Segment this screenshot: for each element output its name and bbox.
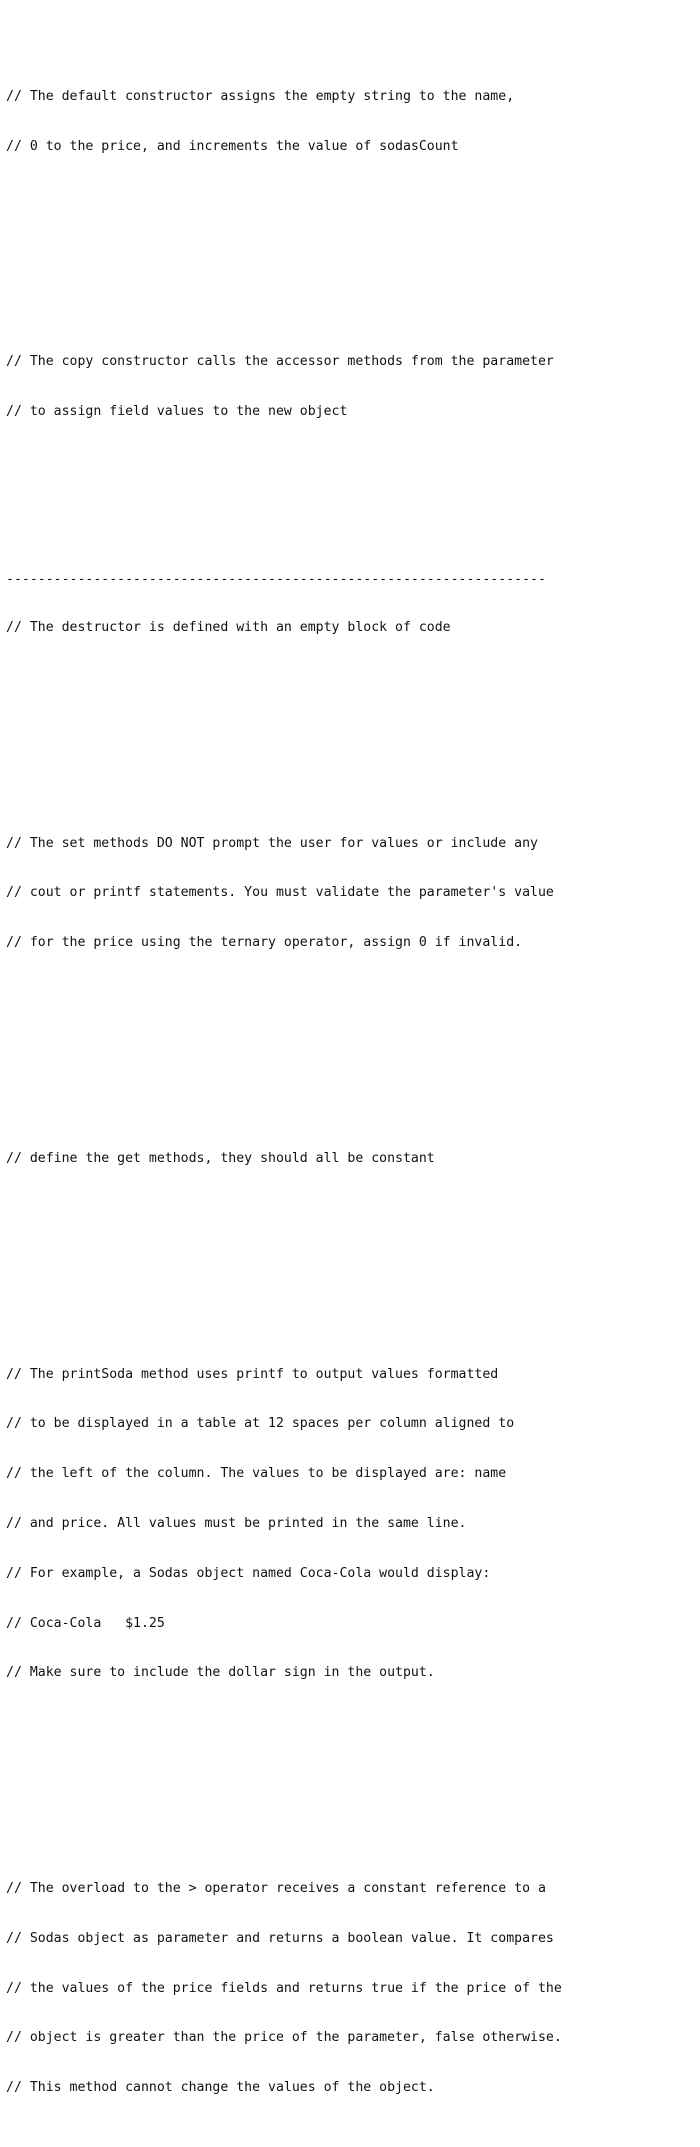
comment-block-operator-overload: [6, 1848, 562, 2130]
dashed-divider: --------------------------------------------------------------------: [6, 572, 546, 587]
comment-line: // define the get methods, they should all be constant: [6, 1150, 435, 1166]
comment-line: // object is greater than the price of the parameter, false otherwise.: [6, 2030, 562, 2046]
comment-block-default-constructor: [6, 56, 562, 189]
comment-line: // for the price using the ternary operator, assign 0 if invalid.: [6, 935, 523, 951]
comment-line: // to be displayed in a table at 12 spaces per column aligned to: [6, 1416, 515, 1432]
comment-line: // the values of the price fields and returns true if the price of the: [6, 1980, 562, 1996]
comment-line: // The copy constructor calls the accessor methods from the parameter: [6, 354, 554, 370]
comment-line: // to assign field values to the new object: [6, 404, 348, 420]
comment-line: // cout or printf statements. You must validate the parameter's value: [6, 885, 554, 901]
comment-line: // The printSoda method uses printf to output values formatted: [6, 1366, 499, 1382]
comment-line: // Make sure to include the dollar sign in the output.: [6, 1665, 435, 1681]
comment-line: // 0 to the price, and increments the value of sodasCount: [6, 138, 459, 154]
comment-line: // and price. All values must be printed in the same line.: [6, 1516, 467, 1532]
comment-line: // The overload to the > operator receives a constant reference to a: [6, 1881, 546, 1897]
comment-block-set-methods: [6, 803, 562, 986]
comment-line: // the left of the column. The values to be displayed are: name: [6, 1466, 507, 1482]
comment-line: // The set methods DO NOT prompt the user for values or include any: [6, 835, 538, 851]
comment-block-destructor: [6, 587, 562, 670]
comment-line: // For example, a Sodas object named Coca-Cola would display:: [6, 1565, 491, 1581]
comment-line: // The destructor is defined with an empty block of code: [6, 619, 451, 635]
code-comments: [6, 6, 562, 2147]
comment-line: // Coca-Cola $1.25: [6, 1615, 165, 1631]
comment-block-copy-constructor: [6, 321, 562, 454]
comment-block-get-methods: [6, 1118, 562, 1201]
comment-line: // Sodas object as parameter and returns a boolean value. It compares: [6, 1930, 554, 1946]
comment-line: // The default constructor assigns the empty string to the name,: [6, 88, 515, 104]
comment-line: // This method cannot change the values of the object.: [6, 2080, 435, 2096]
comment-block-print-soda: [6, 1334, 562, 1716]
